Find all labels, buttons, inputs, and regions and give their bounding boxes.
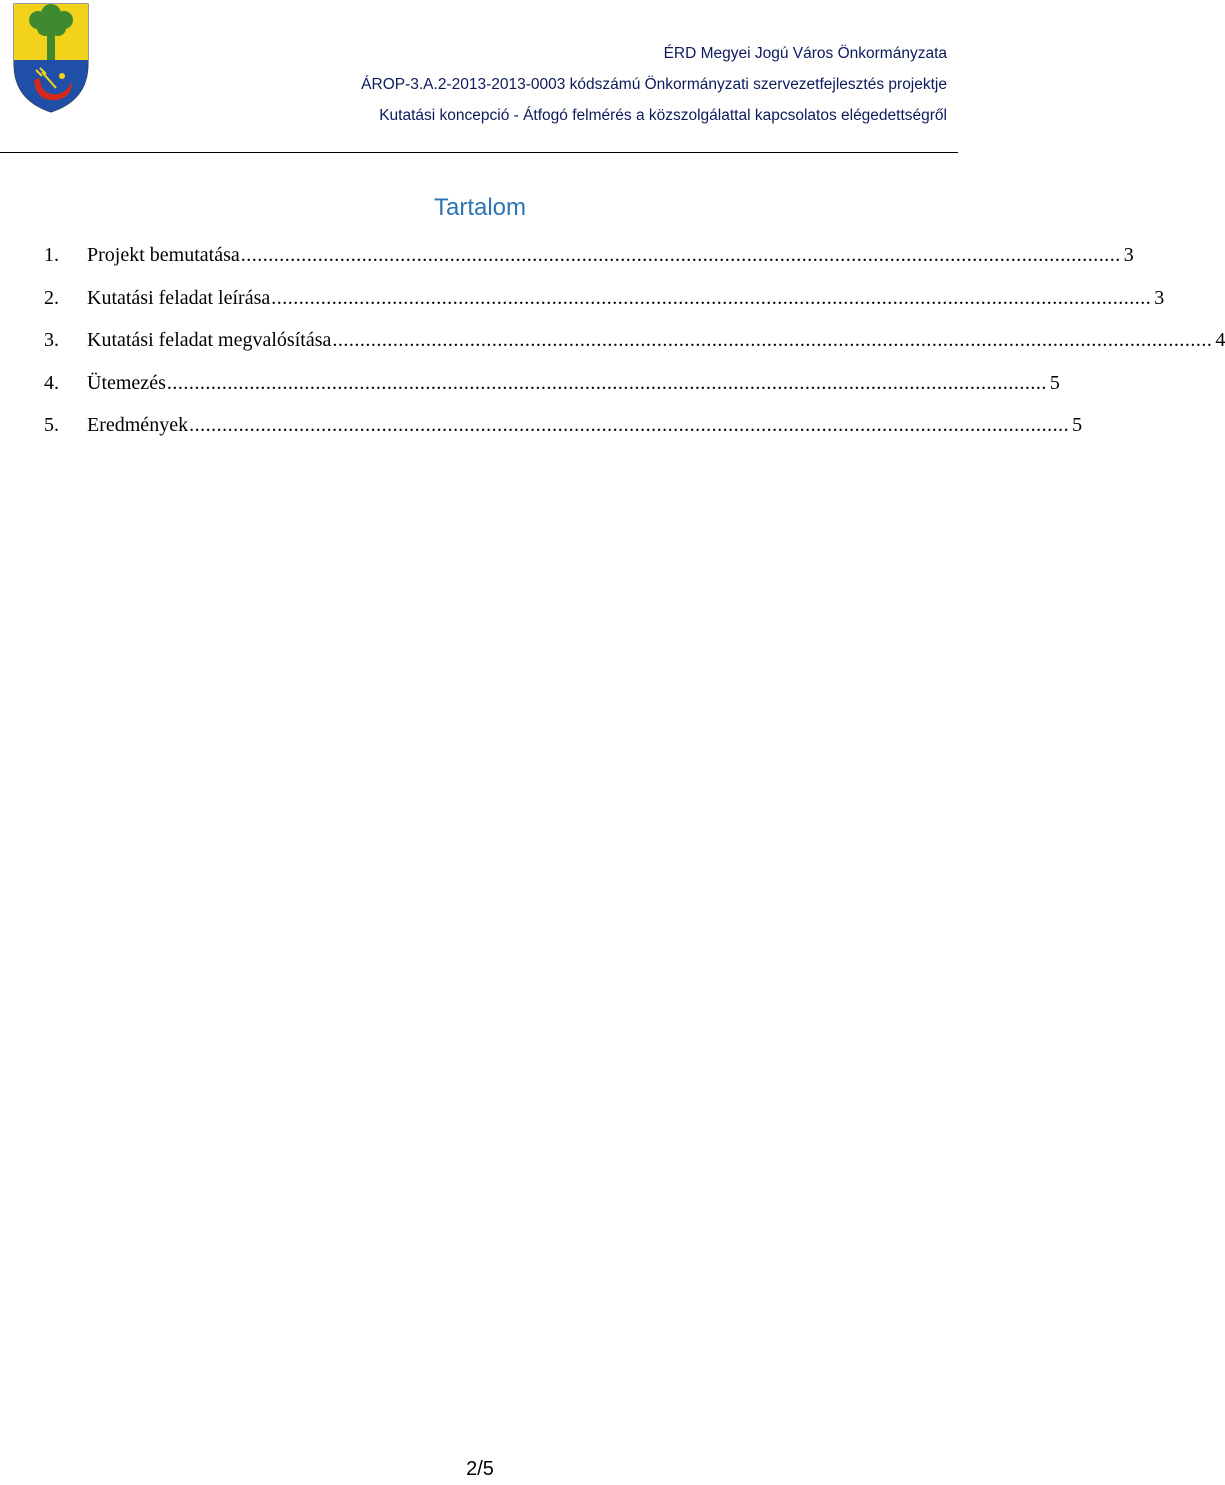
toc-dot-leader: ................................................................................................................................................................ (166, 371, 1047, 394)
toc-entry-text: Ütemezés (87, 371, 166, 394)
toc-dot-leader: ................................................................................................................................................................ (189, 414, 1070, 436)
toc-entry-page: 5 (1049, 371, 1060, 394)
toc-entry-page: 5 (1072, 414, 1083, 436)
toc-entry[interactable] (44, 414, 1083, 457)
header-project-code: ÁROP-3.A.2-2013-2013-0003 kódszámú Önkormányzati szervezetfejlesztés projektje (361, 76, 947, 93)
toc-entry-number: 3. (44, 329, 59, 351)
toc-entry-text: Kutatási feladat leírása (87, 286, 271, 309)
header-document-subject: Kutatási koncepció - Átfogó felmérés a közszolgálattal kapcsolatos elégedettségről (379, 107, 947, 124)
toc-entry-text: Kutatási feladat megvalósítása (87, 329, 332, 351)
toc-entry-number: 5. (44, 414, 59, 436)
document-header (227, 38, 947, 131)
toc-entry[interactable] (44, 329, 1225, 372)
toc-dot-leader: ................................................................................................................................................................ (332, 329, 1213, 351)
header-organization: ÉRD Megyei Jogú Város Önkormányzata (663, 45, 947, 62)
toc-entry-text: Projekt bemutatása (87, 244, 240, 266)
page-number: 2/5 (466, 1458, 494, 1480)
toc-entry-number: 2. (44, 286, 59, 309)
toc-dot-leader: ................................................................................................................................................................ (240, 244, 1121, 266)
toc-entry-text: Eredmények (87, 414, 189, 436)
toc-entry-page: 3 (1123, 244, 1134, 266)
toc-entry[interactable] (44, 286, 1165, 330)
toc-entry-number: 1. (44, 244, 59, 266)
toc-entry[interactable] (44, 244, 1134, 287)
table-of-contents (44, 244, 1225, 457)
toc-entry-page: 3 (1154, 286, 1165, 309)
toc-title: Tartalom (433, 194, 527, 221)
erd-coat-of-arms-icon (12, 2, 90, 114)
toc-dot-leader: ................................................................................................................................................................ (271, 286, 1152, 309)
toc-entry[interactable] (44, 371, 1060, 415)
toc-entry-page: 4 (1215, 329, 1225, 351)
header-divider (0, 152, 958, 153)
toc-entry-number: 4. (44, 371, 59, 394)
